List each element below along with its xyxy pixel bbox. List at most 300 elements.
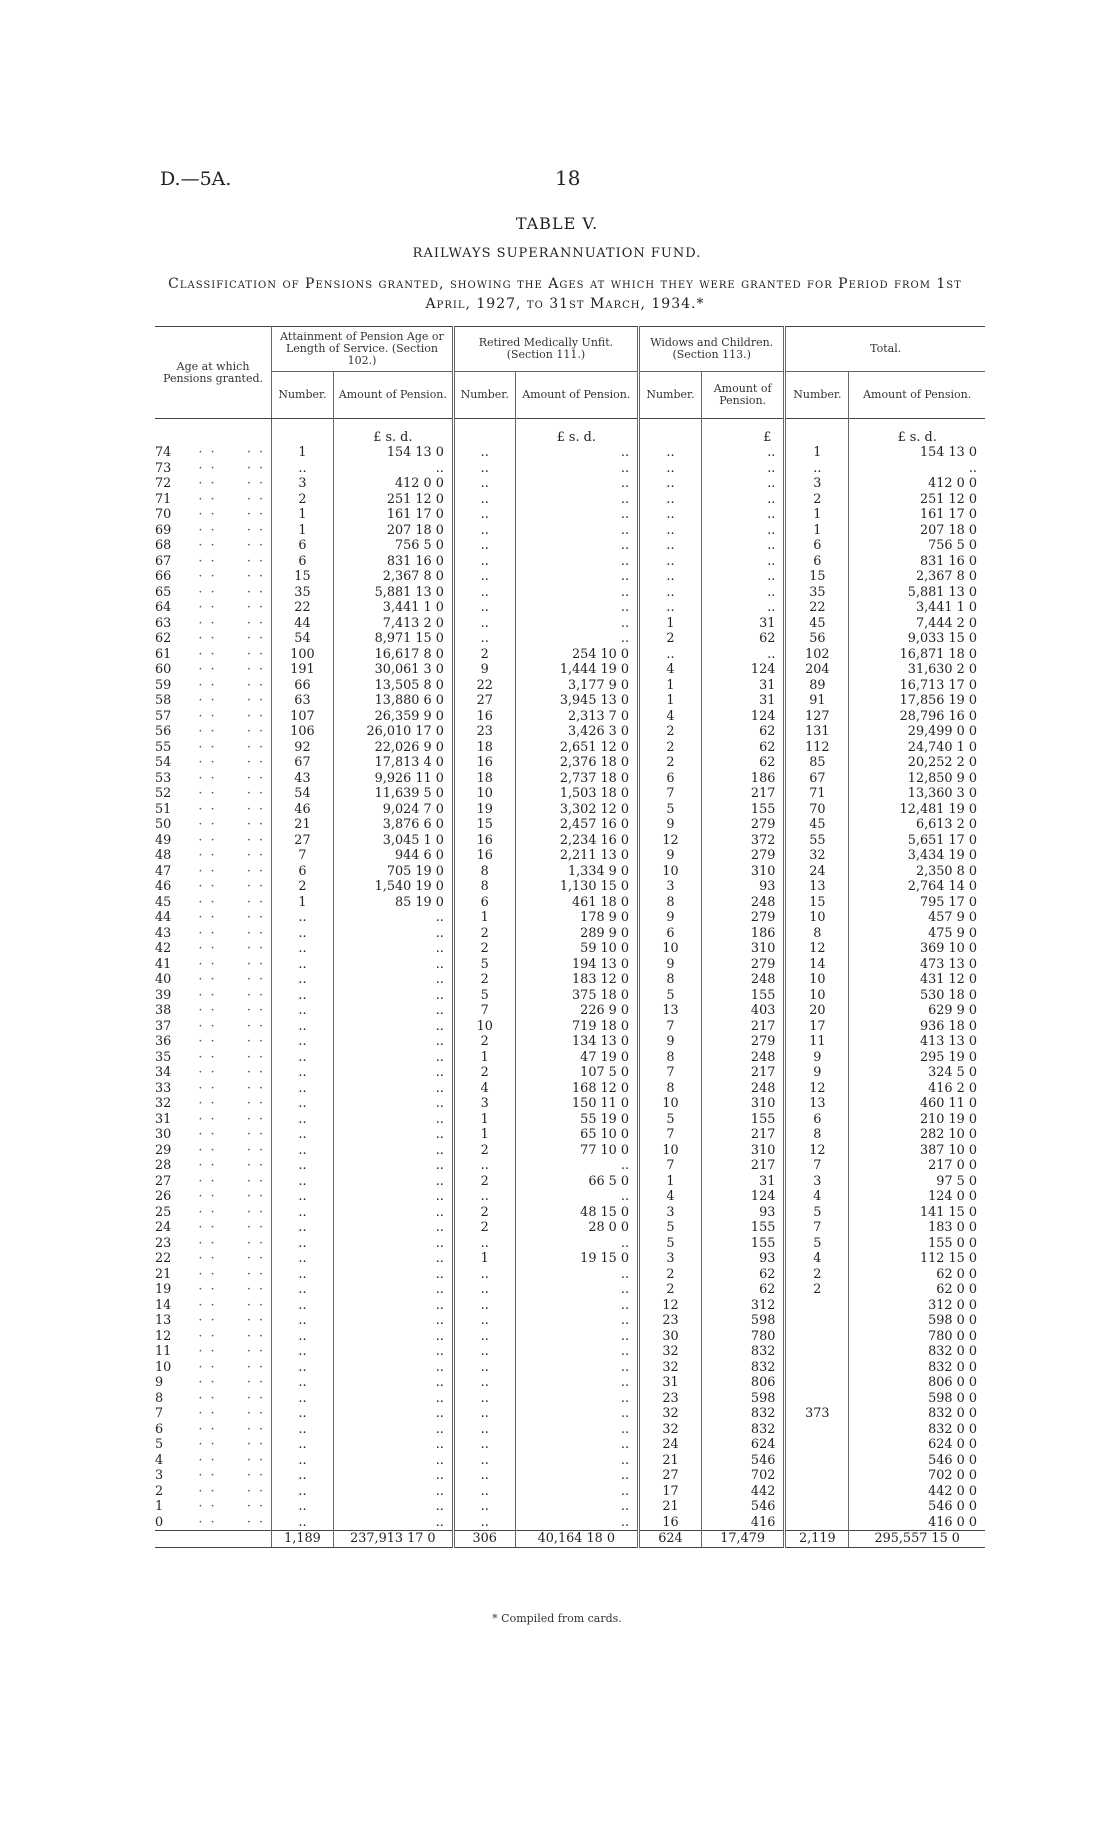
amount-cell: 279 (701, 817, 784, 833)
age-cell: 27 (155, 1173, 172, 1189)
number-cell: 21 (639, 1453, 702, 1469)
number-cell: 13 (639, 1003, 702, 1019)
amount-cell: 832 0 0 (849, 1360, 985, 1376)
age-cell: 70 (155, 507, 172, 522)
number-cell: .. (453, 569, 515, 585)
number-cell: 1 (785, 445, 849, 461)
amount-cell: 85 19 0 (333, 895, 453, 911)
amount-cell: 832 (701, 1422, 784, 1438)
leader-dots: · · · · (180, 1483, 266, 1499)
number-cell: 4 (785, 1189, 849, 1205)
number-cell: 7 (639, 1158, 702, 1174)
document-code: D.—5A. (160, 168, 232, 190)
number-cell: 2 (453, 1174, 515, 1190)
amount-cell: 702 0 0 (849, 1468, 985, 1484)
number-cell: 89 (785, 678, 849, 694)
number-cell: 32 (639, 1422, 702, 1438)
number-cell: 4 (639, 709, 702, 725)
number-cell: 54 (272, 631, 334, 647)
footnote: * Compiled from cards. (492, 1612, 622, 1625)
amount-cell: 19 15 0 (515, 1251, 638, 1267)
amount-cell: .. (333, 1344, 453, 1360)
table-row (155, 1127, 985, 1143)
table-row (155, 724, 985, 740)
amount-cell: .. (701, 445, 784, 461)
number-cell: 24 (639, 1437, 702, 1453)
age-cell: 22 (155, 1251, 172, 1266)
number-cell: .. (639, 585, 702, 601)
age-cell: 36 (155, 1034, 172, 1049)
table-row (155, 1468, 985, 1484)
amount-cell: 295 19 0 (849, 1050, 985, 1066)
amount-cell: 62 (701, 1282, 784, 1298)
amount-cell: .. (333, 1251, 453, 1267)
amount-cell: 3,876 6 0 (333, 817, 453, 833)
amount-cell: 13,880 6 0 (333, 693, 453, 709)
amount-cell: .. (333, 1437, 453, 1453)
amount-cell: 5,881 13 0 (333, 585, 453, 601)
amount-cell: 416 (701, 1515, 784, 1531)
number-header: Number. (453, 372, 515, 419)
amount-cell: .. (333, 1267, 453, 1283)
age-cell: 19 (155, 1282, 172, 1297)
age-cell: 29 (155, 1142, 172, 1158)
number-cell: .. (453, 507, 515, 523)
age-cell: 74 (155, 445, 172, 460)
number-cell: .. (272, 1499, 334, 1515)
amount-cell: 1,444 19 0 (515, 662, 638, 678)
age-cell: 37 (155, 1018, 172, 1034)
amount-cell: .. (333, 461, 453, 477)
amount-cell: .. (333, 1515, 453, 1531)
amount-cell: 3,302 12 0 (515, 802, 638, 818)
amount-cell: .. (333, 1468, 453, 1484)
number-cell: 10 (639, 1096, 702, 1112)
amount-cell: 93 (701, 879, 784, 895)
leader-dots: · · · · (180, 1158, 266, 1173)
leader-dots: · · · · (180, 1018, 266, 1034)
number-cell: 15 (785, 569, 849, 585)
leader-dots: · · · · (180, 879, 266, 894)
number-cell: 2 (639, 1267, 702, 1283)
table-row (155, 1050, 985, 1066)
age-cell: 30 (155, 1127, 172, 1142)
unit-label: £ s. d. (515, 419, 638, 446)
amount-cell: 9,033 15 0 (849, 631, 985, 647)
number-cell: 8 (785, 1127, 849, 1143)
amount-cell: .. (333, 1220, 453, 1236)
amount-cell: .. (515, 1298, 638, 1314)
number-cell (785, 1468, 849, 1484)
amount-cell: 217 (701, 1019, 784, 1035)
amount-cell: 2,764 14 0 (849, 879, 985, 895)
number-cell: .. (785, 461, 849, 477)
number-cell: 2 (785, 1282, 849, 1298)
amount-cell: .. (515, 507, 638, 523)
amount-cell: 22,026 9 0 (333, 740, 453, 756)
amount-cell: 3,434 19 0 (849, 848, 985, 864)
leader-dots: · · · · (180, 1437, 266, 1452)
number-cell: .. (272, 1515, 334, 1531)
number-cell: 6 (453, 895, 515, 911)
amount-cell: .. (333, 1112, 453, 1128)
amount-cell: 2,651 12 0 (515, 740, 638, 756)
number-cell: 23 (453, 724, 515, 740)
number-cell: 45 (785, 616, 849, 632)
amount-cell: 210 19 0 (849, 1112, 985, 1128)
amount-cell: 289 9 0 (515, 926, 638, 942)
number-cell (785, 1422, 849, 1438)
number-cell: .. (453, 1422, 515, 1438)
amount-cell: 155 (701, 1112, 784, 1128)
number-cell: 20 (785, 1003, 849, 1019)
age-cell: 62 (155, 631, 172, 646)
amount-cell: .. (515, 1313, 638, 1329)
amount-cell: .. (333, 1189, 453, 1205)
amount-cell: .. (701, 538, 784, 554)
table-row (155, 1112, 985, 1128)
number-cell: 10 (785, 988, 849, 1004)
leader-dots: · · · · (180, 1049, 266, 1065)
amount-cell: 186 (701, 771, 784, 787)
number-cell: .. (453, 1158, 515, 1174)
amount-cell: 598 0 0 (849, 1313, 985, 1329)
number-cell: 12 (785, 941, 849, 957)
number-cell: 9 (639, 957, 702, 973)
age-cell: 9 (155, 1375, 164, 1390)
amount-cell: 17,813 4 0 (333, 755, 453, 771)
amount-cell: 16,871 18 0 (849, 647, 985, 663)
amount-cell: 124 (701, 709, 784, 725)
number-cell: 7 (639, 1127, 702, 1143)
number-cell: .. (453, 554, 515, 570)
table-row (155, 693, 985, 709)
number-cell: 12 (785, 1143, 849, 1159)
leader-dots: · · · · (180, 925, 266, 941)
number-cell: 1 (272, 445, 334, 461)
amount-cell: .. (333, 1143, 453, 1159)
amount-cell: 31 (701, 693, 784, 709)
amount-cell: 832 0 0 (849, 1344, 985, 1360)
age-cell: 57 (155, 708, 172, 724)
total-cell: 624 (639, 1531, 702, 1548)
number-cell: 31 (639, 1375, 702, 1391)
age-cell: 46 (155, 879, 172, 894)
number-cell: 3 (453, 1096, 515, 1112)
number-cell: 102 (785, 647, 849, 663)
amount-cell: 194 13 0 (515, 957, 638, 973)
amount-cell: 431 12 0 (849, 972, 985, 988)
table-row (155, 1189, 985, 1205)
amount-cell: .. (515, 554, 638, 570)
amount-cell: 155 (701, 1236, 784, 1252)
amount-cell: 598 0 0 (849, 1391, 985, 1407)
amount-cell: .. (701, 554, 784, 570)
number-cell: 5 (785, 1205, 849, 1221)
amount-cell: 248 (701, 1081, 784, 1097)
age-cell: 61 (155, 646, 172, 662)
number-cell: .. (453, 1375, 515, 1391)
number-cell: 373 (785, 1406, 849, 1422)
number-cell: .. (272, 1034, 334, 1050)
leader-dots: · · · · (180, 646, 266, 662)
number-cell: .. (639, 476, 702, 492)
age-cell: 34 (155, 1065, 172, 1080)
number-cell (785, 1515, 849, 1531)
number-cell: .. (272, 941, 334, 957)
amount-cell: 2,376 18 0 (515, 755, 638, 771)
amount-cell: 9,926 11 0 (333, 771, 453, 787)
number-cell: 16 (453, 848, 515, 864)
amount-cell: 217 (701, 1065, 784, 1081)
table-row (155, 786, 985, 802)
amount-cell: .. (701, 461, 784, 477)
totals-row (155, 1531, 985, 1548)
number-cell: 30 (639, 1329, 702, 1345)
number-cell: 54 (272, 786, 334, 802)
number-cell: .. (639, 445, 702, 461)
amount-cell: 546 0 0 (849, 1453, 985, 1469)
number-cell: 8 (639, 972, 702, 988)
amount-cell: 8,971 15 0 (333, 631, 453, 647)
age-cell: 6 (155, 1421, 164, 1437)
amount-cell: 629 9 0 (849, 1003, 985, 1019)
number-cell: 3 (785, 476, 849, 492)
number-cell: .. (272, 1422, 334, 1438)
number-cell: 4 (453, 1081, 515, 1097)
number-cell: 7 (639, 1065, 702, 1081)
amount-cell: 66 5 0 (515, 1174, 638, 1190)
table-row (155, 895, 985, 911)
amount-cell: 12,850 9 0 (849, 771, 985, 787)
number-cell: .. (272, 1096, 334, 1112)
number-cell: .. (272, 461, 334, 477)
number-cell: .. (639, 538, 702, 554)
leader-dots: · · · · (180, 832, 266, 848)
leader-dots: · · · · (180, 1173, 266, 1189)
amount-cell: .. (515, 492, 638, 508)
amount-cell: 832 0 0 (849, 1422, 985, 1438)
number-cell: .. (453, 1344, 515, 1360)
number-cell: 44 (272, 616, 334, 632)
unit-label: £ s. d. (333, 419, 453, 446)
number-cell: 12 (639, 833, 702, 849)
number-cell: 6 (785, 538, 849, 554)
amount-cell: 77 10 0 (515, 1143, 638, 1159)
number-cell: 16 (453, 755, 515, 771)
amount-cell: 217 0 0 (849, 1158, 985, 1174)
table-row (155, 1251, 985, 1267)
amount-header: Amount of Pension. (333, 372, 453, 419)
number-cell: 8 (639, 1050, 702, 1066)
number-cell: .. (453, 585, 515, 601)
amount-cell: 154 13 0 (333, 445, 453, 461)
amount-cell: .. (333, 972, 453, 988)
amount-cell: 207 18 0 (333, 523, 453, 539)
amount-cell: 217 (701, 1158, 784, 1174)
number-cell: 5 (453, 957, 515, 973)
number-cell: .. (272, 1406, 334, 1422)
age-cell: 1 (155, 1499, 164, 1514)
number-cell: 15 (785, 895, 849, 911)
table-row (155, 1298, 985, 1314)
age-cell: 56 (155, 724, 172, 739)
number-cell: .. (272, 1081, 334, 1097)
number-cell: 6 (272, 538, 334, 554)
number-cell: .. (453, 600, 515, 616)
amount-cell: .. (515, 616, 638, 632)
number-cell: .. (272, 1050, 334, 1066)
age-cell: 49 (155, 832, 172, 848)
amount-cell: 62 (701, 755, 784, 771)
table-row (155, 1236, 985, 1252)
number-cell: .. (272, 1019, 334, 1035)
number-cell: 16 (453, 709, 515, 725)
leader-dots: · · · · (180, 801, 266, 817)
number-cell: 100 (272, 647, 334, 663)
amount-cell: .. (515, 1282, 638, 1298)
amount-cell: 624 (701, 1437, 784, 1453)
number-cell: .. (453, 1391, 515, 1407)
number-cell (785, 1453, 849, 1469)
amount-cell: 460 11 0 (849, 1096, 985, 1112)
leader-dots: · · · · (180, 1266, 266, 1282)
number-cell: 8 (453, 864, 515, 880)
table-row (155, 600, 985, 616)
number-cell: 9 (453, 662, 515, 678)
amount-cell: .. (333, 988, 453, 1004)
amount-cell: 457 9 0 (849, 910, 985, 926)
amount-cell: .. (333, 1282, 453, 1298)
leader-dots: · · · · (180, 739, 266, 755)
age-cell: 10 (155, 1359, 172, 1375)
number-cell: 7 (785, 1158, 849, 1174)
table-row (155, 1158, 985, 1174)
number-cell: 16 (639, 1515, 702, 1531)
leader-dots: · · · · (180, 1127, 266, 1142)
number-cell (785, 1329, 849, 1345)
pensions-table (155, 326, 985, 1548)
amount-cell: .. (333, 1174, 453, 1190)
number-cell: 8 (639, 1081, 702, 1097)
number-cell: 9 (785, 1050, 849, 1066)
table-row (155, 616, 985, 632)
amount-cell: 310 (701, 1143, 784, 1159)
leader-dots: · · · · (180, 848, 266, 863)
number-cell: 19 (453, 802, 515, 818)
number-cell: 1 (453, 1251, 515, 1267)
amount-cell: 155 (701, 802, 784, 818)
amount-cell: 3,945 13 0 (515, 693, 638, 709)
number-cell: .. (453, 492, 515, 508)
leader-dots: · · · · (180, 460, 266, 476)
amount-cell: 2,234 16 0 (515, 833, 638, 849)
leader-dots: · · · · (180, 1251, 266, 1266)
amount-cell: 546 (701, 1453, 784, 1469)
number-cell: 5 (453, 988, 515, 1004)
age-cell: 71 (155, 491, 172, 507)
amount-cell: 24,740 1 0 (849, 740, 985, 756)
leader-dots: · · · · (180, 1514, 266, 1530)
amount-cell: 806 (701, 1375, 784, 1391)
amount-cell: .. (333, 1329, 453, 1345)
age-cell: 45 (155, 894, 172, 910)
amount-cell: 831 16 0 (333, 554, 453, 570)
number-cell: .. (453, 523, 515, 539)
leader-dots: · · · · (180, 1204, 266, 1220)
amount-cell: .. (515, 1406, 638, 1422)
age-cell: 53 (155, 770, 172, 786)
amount-cell: 546 (701, 1499, 784, 1515)
leader-dots: · · · · (180, 1189, 266, 1204)
amount-cell: .. (515, 523, 638, 539)
age-cell: 4 (155, 1452, 164, 1468)
table-row (155, 864, 985, 880)
age-cell: 24 (155, 1220, 172, 1235)
number-cell: .. (639, 569, 702, 585)
leader-dots: · · · · (180, 1313, 266, 1328)
age-cell: 48 (155, 848, 172, 863)
amount-cell: .. (333, 1050, 453, 1066)
number-cell: 4 (639, 662, 702, 678)
number-cell: .. (453, 616, 515, 632)
leader-dots: · · · · (180, 941, 266, 956)
number-cell: .. (272, 1344, 334, 1360)
number-cell: 70 (785, 802, 849, 818)
amount-cell: .. (333, 1406, 453, 1422)
leader-dots: · · · · (180, 615, 266, 631)
amount-cell: .. (333, 1453, 453, 1469)
table-row (155, 1096, 985, 1112)
amount-cell: .. (333, 1236, 453, 1252)
age-cell: 25 (155, 1204, 172, 1220)
number-cell: 10 (453, 786, 515, 802)
table-row (155, 554, 985, 570)
amount-cell: .. (333, 1360, 453, 1376)
number-cell: 2 (453, 1065, 515, 1081)
number-cell (785, 1499, 849, 1515)
number-cell: 32 (639, 1406, 702, 1422)
amount-cell: 279 (701, 1034, 784, 1050)
leader-dots: · · · · (180, 553, 266, 569)
amount-cell: 251 12 0 (849, 492, 985, 508)
table-row (155, 941, 985, 957)
number-cell: 5 (785, 1236, 849, 1252)
number-cell: 22 (453, 678, 515, 694)
table-row (155, 538, 985, 554)
leader-dots: · · · · (180, 1421, 266, 1437)
number-cell (785, 1313, 849, 1329)
table-row (155, 1329, 985, 1345)
amount-cell: 161 17 0 (849, 507, 985, 523)
number-cell: 7 (639, 786, 702, 802)
table-row (155, 1220, 985, 1236)
amount-cell: 29,499 0 0 (849, 724, 985, 740)
age-cell: 23 (155, 1235, 172, 1251)
number-cell: 27 (453, 693, 515, 709)
amount-cell: .. (333, 1081, 453, 1097)
number-cell: 6 (272, 864, 334, 880)
table-row (155, 879, 985, 895)
number-cell: 35 (785, 585, 849, 601)
number-cell: .. (272, 1236, 334, 1252)
amount-cell: .. (333, 957, 453, 973)
number-cell: 1 (272, 895, 334, 911)
number-cell: 6 (639, 926, 702, 942)
number-cell: 18 (453, 771, 515, 787)
amount-cell: 530 18 0 (849, 988, 985, 1004)
age-cell: 63 (155, 615, 172, 631)
